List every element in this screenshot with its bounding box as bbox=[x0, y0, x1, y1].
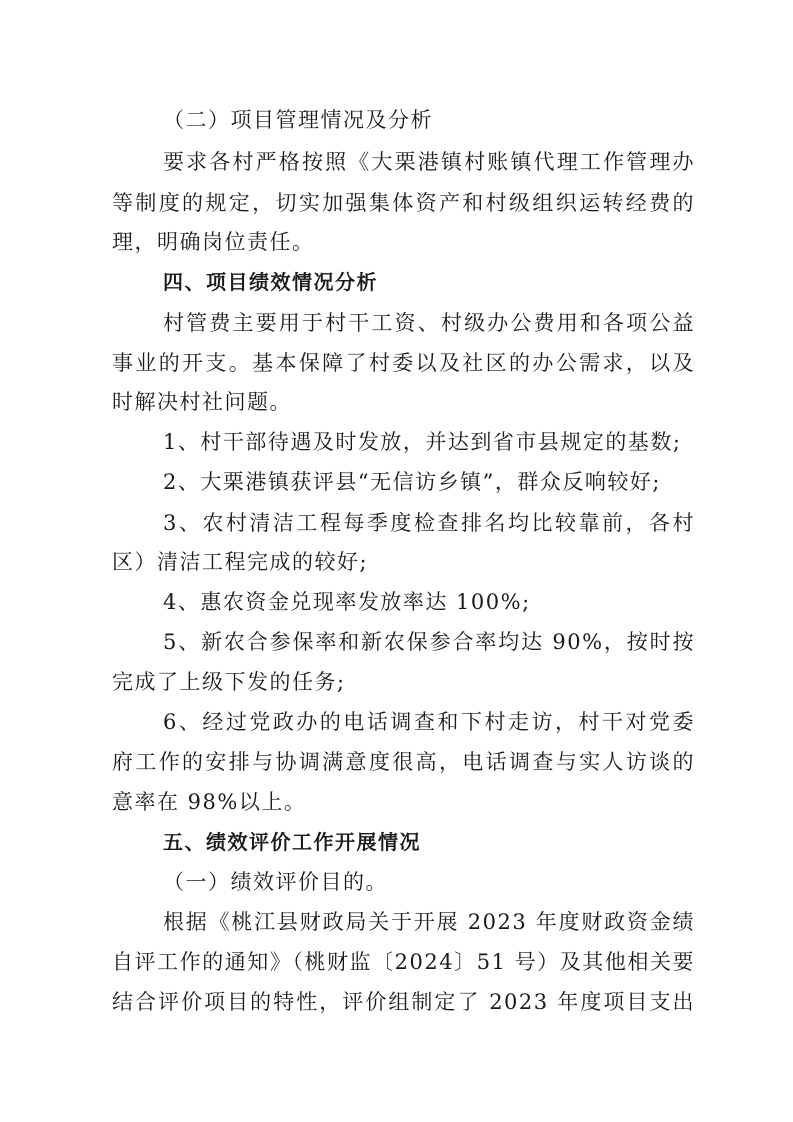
paragraph-line: 要求各村严格按照《大栗港镇村账镇代理工作管理办 bbox=[163, 150, 695, 174]
list-item: 6、经过党政办的电话调查和下村走访，村干对党委 bbox=[163, 710, 695, 734]
paragraph-line: 理，明确岗位责任。 bbox=[112, 230, 315, 254]
paragraph-line: 结合评价项目的特性，评价组制定了 2023 年度项目支出 bbox=[112, 990, 695, 1014]
section-heading-performance-analysis: 四、项目绩效情况分析 bbox=[163, 270, 378, 294]
list-item: 4、惠农资金兑现率发放率达 100%; bbox=[163, 590, 531, 614]
paragraph-line: 根据《桃江县财政局关于开展 2023 年度财政资金绩 bbox=[163, 910, 695, 934]
subheading-project-management: （二）项目管理情况及分析 bbox=[163, 108, 433, 132]
list-item: 3、农村清洁工程每季度检查排名均比较靠前，各村 bbox=[163, 511, 695, 535]
paragraph-line: 完成了上级下发的任务; bbox=[112, 670, 346, 694]
list-item: 1、村干部待遇及时发放，并达到省市县规定的基数; bbox=[163, 430, 682, 454]
paragraph-line: 村管费主要用于村干工资、村级办公费用和各项公益 bbox=[163, 311, 695, 335]
paragraph-line: 时解决村社问题。 bbox=[112, 390, 292, 414]
section-heading-evaluation-work: 五、绩效评价工作开展情况 bbox=[163, 830, 421, 854]
paragraph-line: 等制度的规定，切实加强集体资产和村级组织运转经费的 bbox=[112, 191, 695, 215]
paragraph-line: 府工作的安排与协调满意度很高，电话调查与实人访谈的 bbox=[112, 750, 695, 774]
list-item: 5、新农合参保率和新农保参合率均达 90%，按时按 bbox=[163, 630, 695, 654]
paragraph-line: 自评工作的通知》（桃财监〔2024〕51 号）及其他相关要 bbox=[112, 950, 695, 974]
paragraph-line: 意率在 98%以上。 bbox=[112, 790, 307, 814]
list-item: 2、大栗港镇获评县“无信访乡镇”，群众反响较好; bbox=[163, 470, 661, 494]
paragraph-line: 区）清洁工程完成的较好; bbox=[112, 550, 369, 574]
paragraph-line: 事业的开支。基本保障了村委以及社区的办公需求，以及 bbox=[112, 351, 695, 375]
subheading-evaluation-purpose: （一）绩效评价目的。 bbox=[163, 870, 388, 894]
